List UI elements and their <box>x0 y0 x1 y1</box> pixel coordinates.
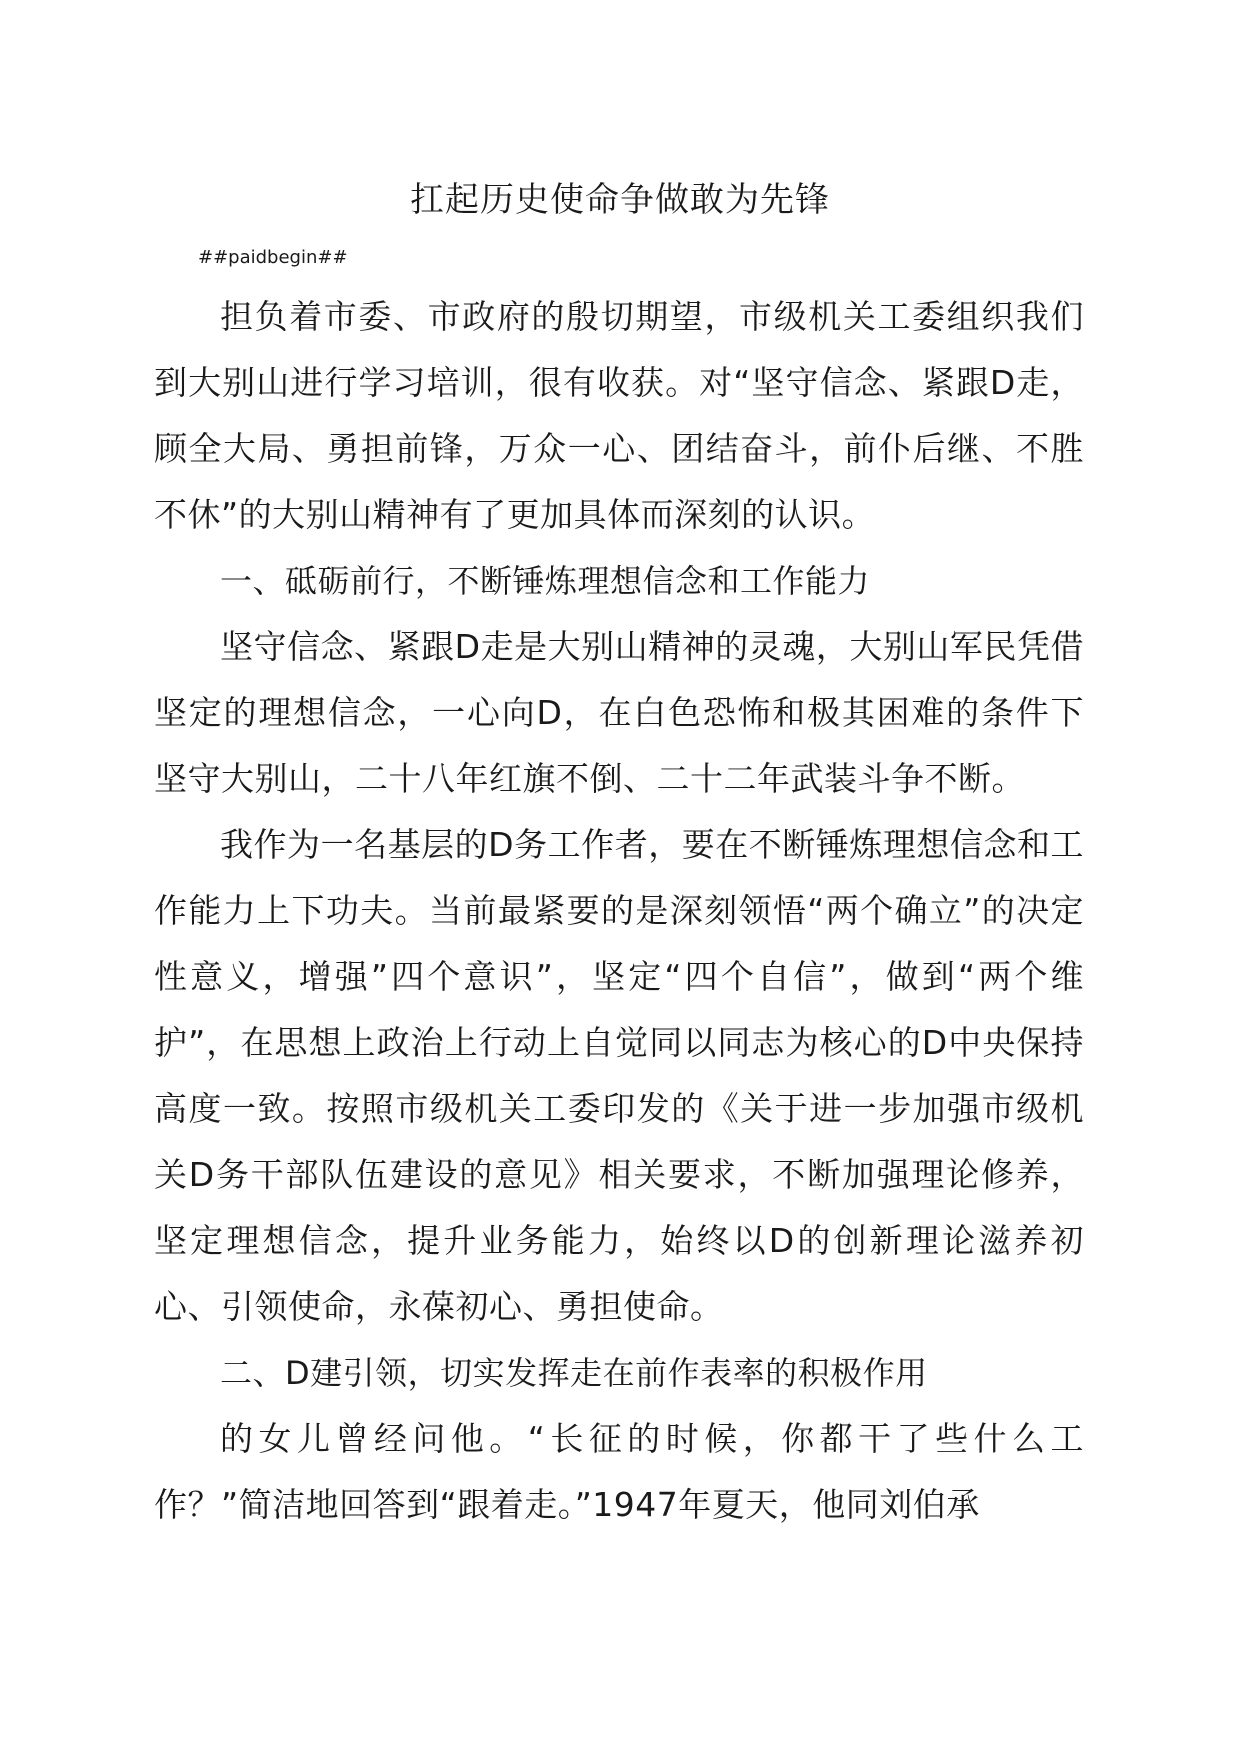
paragraph-intro: 担负着市委、市政府的殷切期望，市级机关工委组织我们到大别山进行学习培训，很有收获。对“坚守信念、紧跟D走，顾全大局、勇担前锋，万众一心、团结奋斗，前仆后继、不胜不休”的大别山精神有了更加具体而深刻的认识。 <box>154 297 1084 534</box>
section-heading-1: 一、砥砺前行，不断锤炼理想信念和工作能力 <box>220 562 871 600</box>
paid-marker: ##paidbegin## <box>198 247 348 268</box>
document-title: 扛起历史使命争做敢为先锋 <box>410 180 830 220</box>
paragraph-spirit: 坚守信念、紧跟D走是大别山精神的灵魂，大别山军民凭借坚定的理想信念，一心向D，在白色恐怖和极其困难的条件下坚守大别山，二十八年红旗不倒、二十二年武装斗争不断。 <box>154 627 1084 798</box>
paragraph-story: 的女儿曾经问他。“长征的时候，你都干了些什么工作？”简洁地回答到“跟着走。”1947年夏天，他同刘伯承 <box>154 1419 1084 1524</box>
paragraph-work: 我作为一名基层的D务工作者，要在不断锤炼理想信念和工作能力上下功夫。当前最紧要的是深刻领悟“两个确立”的决定性意义，增强”四个意识”，坚定“四个自信”，做到“两个维护”，在思想上政治上行动上自觉同以同志为核心的D中央保持高度一致。按照市级机关工委印发的《关于进一步加强市级机关D务干部队伍建设的意见》相关要求，不断加强理论修养，坚定理想信念，提升业务能力，始终以D的创新理论滋养初心、引领使命，永葆初心、勇担使命。 <box>154 825 1084 1326</box>
document-body <box>154 284 1084 1538</box>
section-heading-2: 二、D建引领，切实发挥走在前作表率的积极作用 <box>220 1354 928 1392</box>
